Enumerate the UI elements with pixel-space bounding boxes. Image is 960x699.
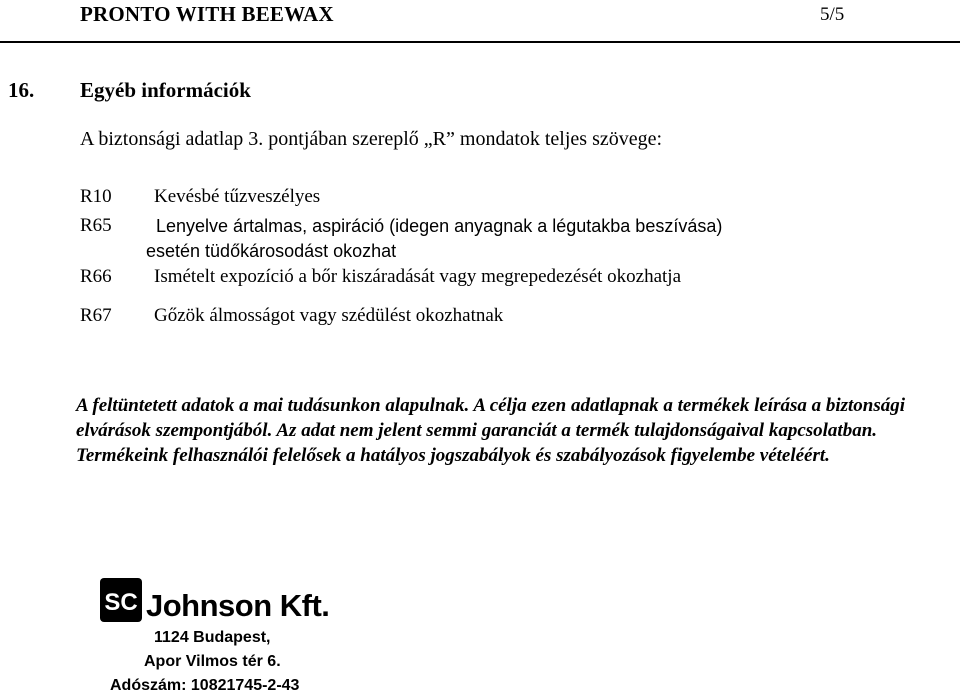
section-number: 16.: [8, 78, 35, 102]
page-number: 5/5: [820, 4, 845, 25]
r-phrase-code: R66: [80, 266, 112, 287]
r-phrase-code: R65: [80, 215, 112, 236]
stamp-address-line-2: Apor Vilmos tér 6.: [144, 653, 281, 670]
logo-mark-text: SC: [104, 589, 138, 616]
r-phrase-text: Lenyelve ártalmas, aspiráció (idegen anyagnak a légutakba beszívása): [156, 216, 723, 236]
document-title: PRONTO WITH BEEWAX: [80, 2, 334, 26]
r-phrase-code: R67: [80, 305, 112, 326]
company-stamp: [96, 570, 336, 695]
r-phrase-text: Gőzök álmosságot vagy szédülést okozhatnak: [154, 305, 504, 326]
stamp-company-name: Johnson Kft.: [146, 588, 330, 623]
stamp-address-line-1: 1124 Budapest,: [154, 629, 271, 646]
header-divider: [0, 41, 960, 43]
r-phrase-code: R10: [80, 186, 112, 207]
company-logo-mark: [100, 578, 142, 622]
r-phrase-text-continued: esetén tüdőkárosodást okozhat: [146, 241, 397, 261]
section-title: Egyéb információk: [80, 78, 251, 102]
r-phrase-text: Ismételt expozíció a bőr kiszáradását vagy megrepedezését okozhatja: [154, 266, 682, 287]
r-phrase-text: Kevésbé tűzveszélyes: [154, 186, 321, 207]
stamp-tax-number: Adószám: 10821745-2-43: [110, 677, 300, 694]
disclaimer-text: A feltüntetett adatok a mai tudásunkon alapulnak. A célja ezen adatlapnak a termékek leírása a biztonsági elvárások szempontjából. Az adat nem jelent semmi garanciát a termék tulajdonságaival kapcsolatban. Termékeink felhasználói felelősek a hatályos jogszabályok és szabályozások figyelembe vételéért.: [76, 395, 906, 466]
intro-text: A biztonsági adatlap 3. pontjában szereplő „R” mondatok teljes szövege:: [80, 128, 663, 150]
